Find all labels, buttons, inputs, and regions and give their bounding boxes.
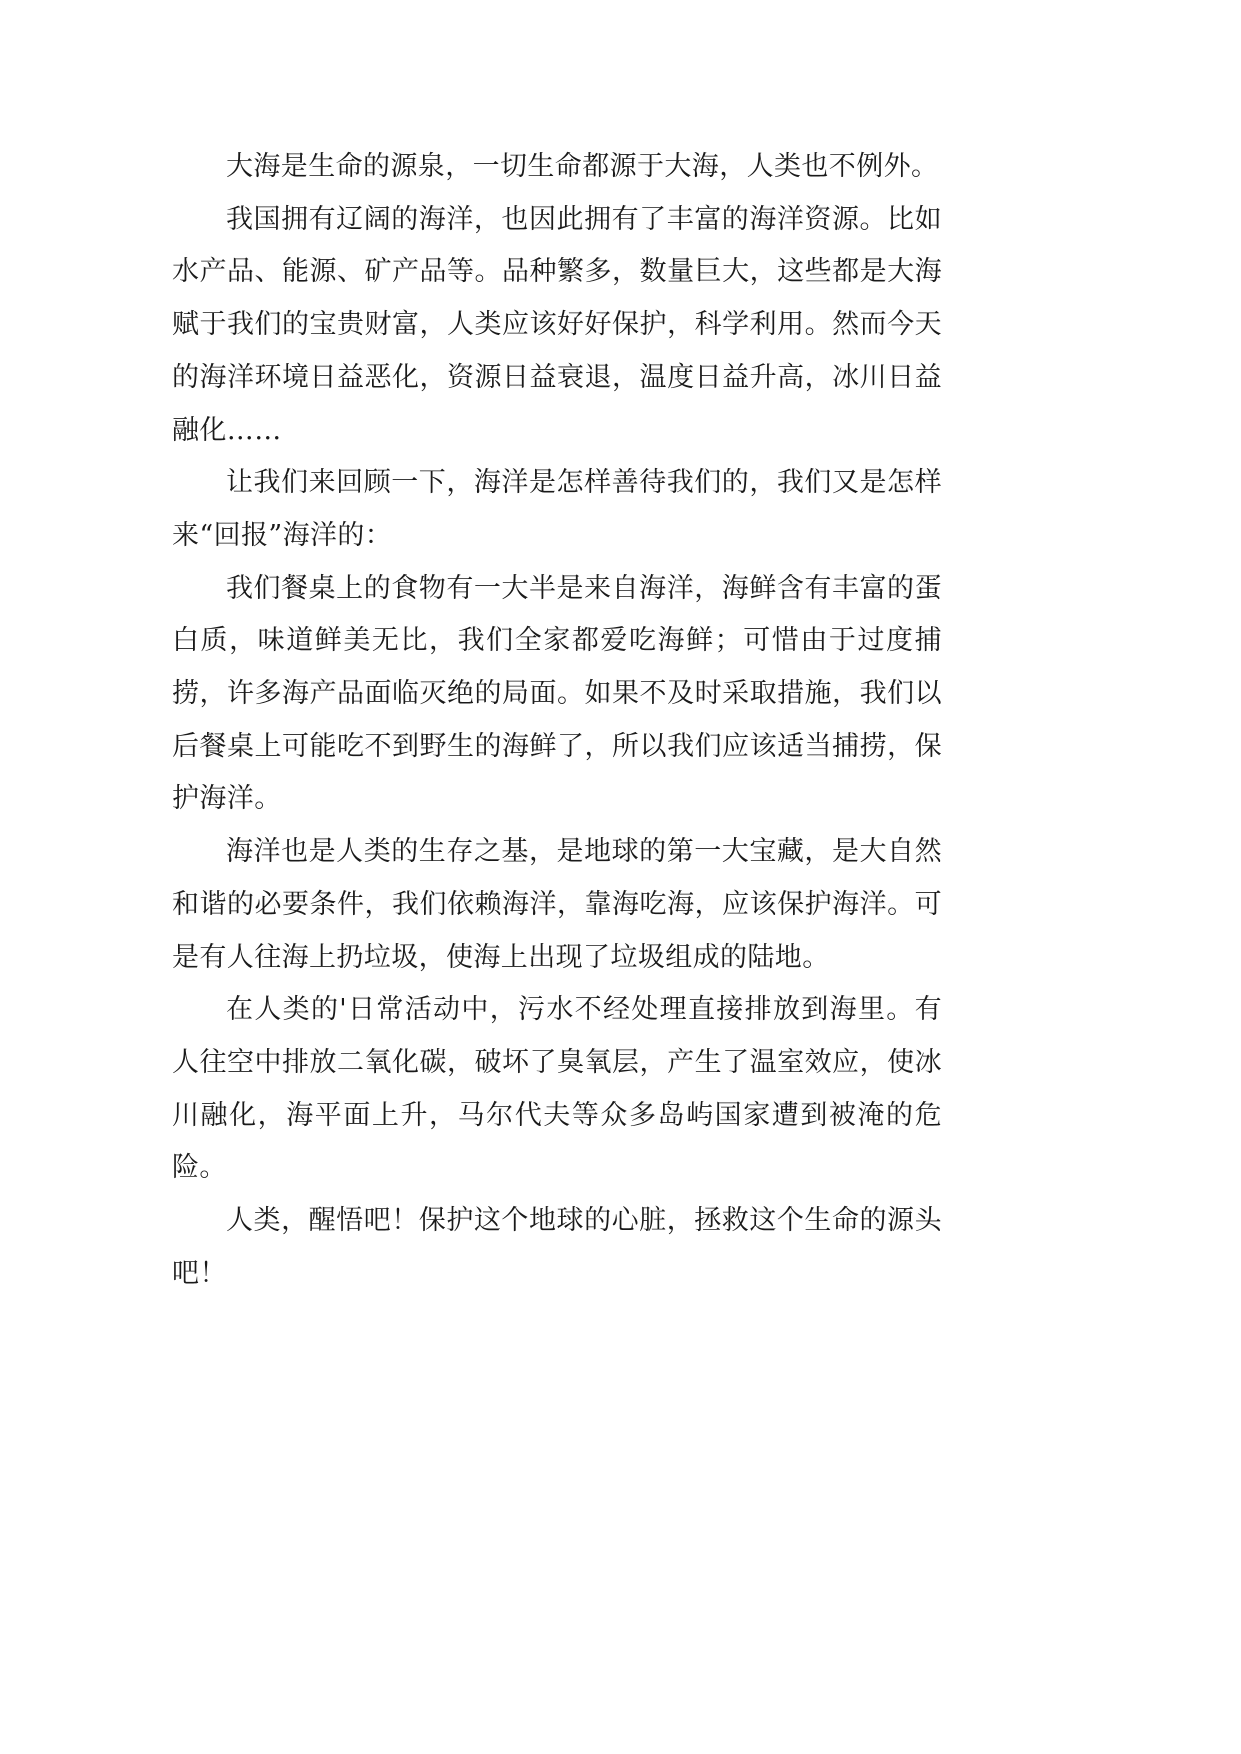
paragraph-7: 人类，醒悟吧！保护这个地球的心脏，拯救这个生命的源头吧！ bbox=[172, 1205, 942, 1289]
paragraph-2: 我国拥有辽阔的海洋，也因此拥有了丰富的海洋资源。比如水产品、能源、矿产品等。品种繁多，数量巨大，这些都是大海赋于我们的宝贵财富，人类应该好好保护，科学利用。然而今天的海洋环境日益恶化，资源日益衰退，温度日益升高，冰川日益融化…… bbox=[172, 203, 942, 446]
paragraph-4: 我们餐桌上的食物有一大半是来自海洋，海鲜含有丰富的蛋白质，味道鲜美无比，我们全家都爱吃海鲜；可惜由于过度捕捞，许多海产品面临灭绝的局面。如果不及时采取措施，我们以后餐桌上可能吃不到野生的海鲜了，所以我们应该适当捕捞，保护海洋。 bbox=[172, 572, 942, 815]
paragraph-5: 海洋也是人类的生存之基，是地球的第一大宝藏，是大自然和谐的必要条件，我们依赖海洋，靠海吃海，应该保护海洋。可是有人往海上扔垃圾，使海上出现了垃圾组成的陆地。 bbox=[172, 836, 942, 973]
paragraph-1: 大海是生命的源泉，一切生命都源于大海，人类也不例外。 bbox=[226, 151, 939, 182]
paragraph-6: 在人类的'日常活动中，污水不经处理直接排放到海里。有人往空中排放二氧化碳，破坏了臭氧层，产生了温室效应，使冰川融化，海平面上升，马尔代夫等众多岛屿国家遭到被淹的危险。 bbox=[172, 994, 942, 1184]
document-body bbox=[172, 141, 942, 1300]
paragraph-3: 让我们来回顾一下，海洋是怎样善待我们的，我们又是怎样来“回报”海洋的： bbox=[172, 467, 942, 551]
